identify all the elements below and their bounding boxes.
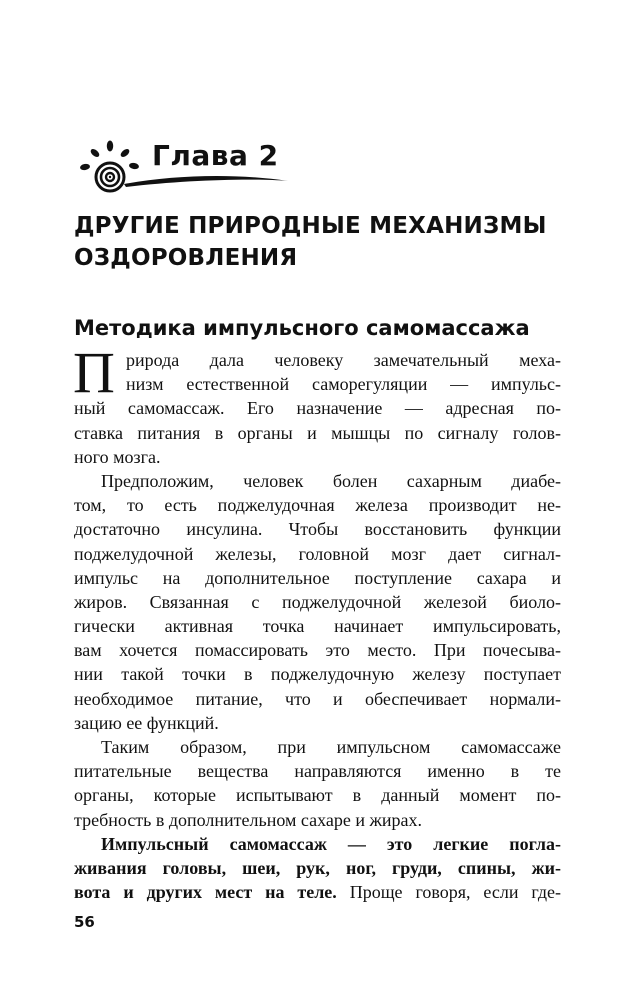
text-line: достаточно инсулина. Чтобы восстановить функции	[74, 519, 561, 540]
text-line: импульс на дополнительное поступление сахара и	[74, 567, 561, 588]
text-line: ного мозга.	[74, 446, 161, 467]
text-line: необходимое питание, что и обеспечивает нормали-	[74, 688, 561, 709]
text-line: органы, которые испытывают в данный момент по-	[74, 785, 561, 806]
paragraph-4	[74, 832, 561, 905]
chapter-heading	[74, 137, 304, 197]
text-line: вам хочется помассировать это место. При почесыва-	[74, 640, 561, 661]
chapter-title	[74, 210, 574, 274]
text-line: Предположим, человек болен сахарным диабе-	[101, 470, 561, 491]
drop-cap: П	[73, 340, 115, 405]
bold-phrase: вота и других мест на теле.	[74, 882, 337, 903]
paragraph-1	[73, 340, 561, 469]
text-line: жиров. Связанная с поджелудочной железой биоло-	[74, 591, 561, 612]
text-line-bold: живания головы, шеи, рук, ног, груди, спины, жи-	[74, 857, 561, 878]
text-line: гически активная точка начинает импульсировать,	[74, 616, 561, 637]
regular-phrase: Проще говоря, если где-	[336, 882, 561, 903]
text-line: зацию ее функций.	[74, 712, 219, 733]
page-number: 56	[74, 913, 95, 931]
body-text	[73, 340, 561, 904]
chapter-label: Глава 2	[152, 139, 279, 172]
chapter-title-line: ДРУГИЕ ПРИРОДНЫЕ МЕХАНИЗМЫ	[74, 213, 547, 239]
text-line: рирода дала человеку замечательный меха-	[126, 350, 561, 370]
text-line-bold: Импульсный самомассаж — это легкие погла-	[101, 833, 561, 854]
text-line: ный самомассаж. Его назначение — адресная по-	[74, 398, 561, 419]
paragraph-2	[74, 469, 561, 735]
section-title: Методика импульсного самомассажа	[74, 316, 530, 340]
text-line: низм естественной саморегуляции — импульс-	[126, 374, 561, 395]
text-line: поджелудочной железы, головной мозг дает сигнал-	[74, 543, 561, 564]
text-line: требность в дополнительном сахаре и жирах.	[74, 809, 423, 830]
text-line: питательные вещества направляются именно в те	[74, 761, 561, 782]
text-line: ставка питания в органы и мышцы по сигналу голов-	[74, 422, 561, 443]
text-line	[74, 880, 561, 904]
text-line: том, то есть поджелудочная железа производит не-	[74, 495, 561, 516]
text-line: Таким образом, при импульсном самомассаже	[101, 737, 561, 757]
paragraph-3	[74, 735, 561, 832]
text-line: нии такой точки в поджелудочную железу поступает	[74, 664, 561, 685]
chapter-title-line: ОЗДОРОВЛЕНИЯ	[74, 245, 298, 271]
